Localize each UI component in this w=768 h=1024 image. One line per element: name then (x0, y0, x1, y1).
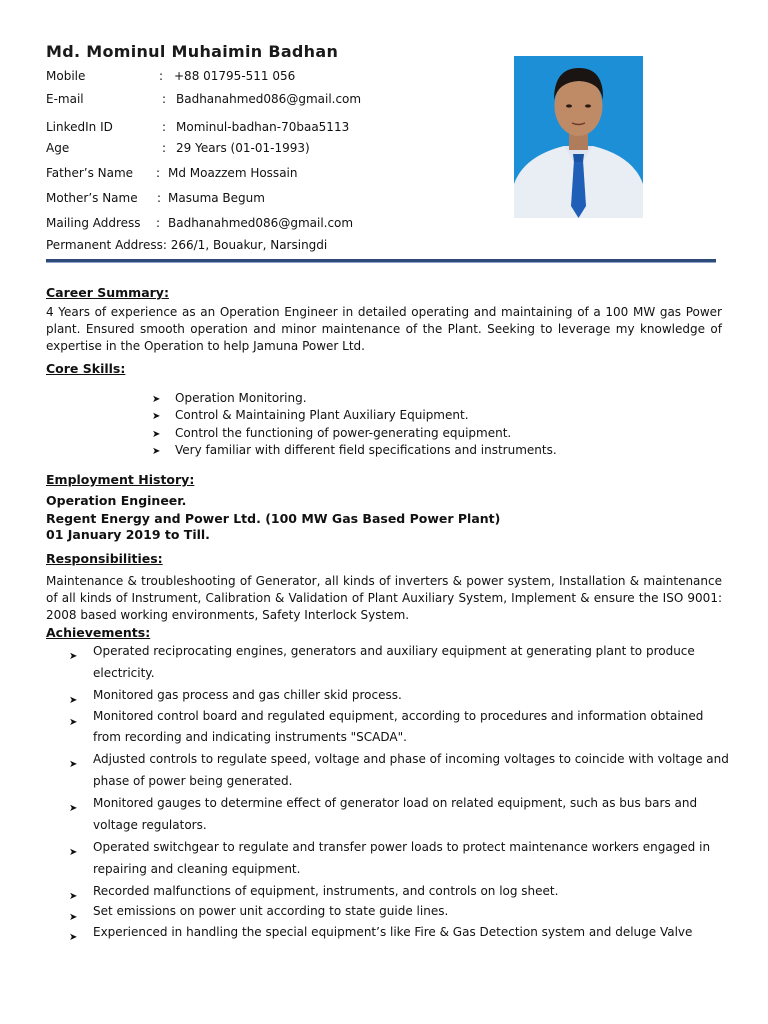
arrow-bullet-icon: ➤ (69, 695, 78, 706)
contact-permanent-address (46, 238, 327, 252)
list-item (152, 407, 557, 424)
job-position: Operation Engineer. (46, 493, 187, 508)
list-item-text: Operation Monitoring. (175, 391, 307, 405)
list-item-text: Monitored gauges to determine effect of generator load on related equipment, such as bus bars and voltage regulators. (93, 796, 698, 832)
list-item (69, 684, 729, 706)
list-item-text: Very familiar with different field specifications and instruments. (175, 442, 557, 457)
arrow-bullet-icon: ➤ (69, 932, 78, 943)
list-item-text: Control the functioning of power-generating equipment. (175, 425, 512, 440)
job-company: Regent Energy and Power Ltd. (100 MW Gas Based Power Plant) (46, 511, 501, 526)
career-summary-text: 4 Years of experience as an Operation Engineer in detailed operating and maintaining of a 100 MW gas Power plant. Ensured smooth operation and minor maintenance of the Plant. Seeking to leverage my knowledge of expertise in the Operation to help Jamuna Power Ltd. (46, 305, 722, 353)
list-item-text: Monitored gas process and gas chiller skid process. (93, 688, 402, 702)
list-item-text: Set emissions on power unit according to state guide lines. (93, 904, 449, 918)
responsibilities-heading: Responsibilities: (46, 551, 163, 566)
achievements-heading: Achievements: (46, 625, 151, 640)
list-item-text: Adjusted controls to regulate speed, voltage and phase of incoming voltages to coincide with voltage and phase of power being generated. (93, 752, 729, 788)
contact-separator: : (157, 191, 162, 205)
contact-separator: : (162, 120, 167, 134)
list-item (152, 390, 557, 407)
contact-separator: : (162, 92, 167, 106)
arrow-bullet-icon: ➤ (69, 717, 78, 728)
contact-mobile (46, 69, 295, 83)
arrow-bullet-icon: ➤ (152, 428, 161, 440)
list-item (152, 425, 557, 442)
contact-value: +88 01795-511 056 (174, 69, 296, 83)
contact-label: E-mail (46, 92, 84, 106)
profile-photo (514, 56, 643, 218)
list-item (152, 442, 557, 459)
contact-linkedin (46, 120, 349, 134)
contact-separator: : (156, 216, 161, 230)
contact-mailing-address (46, 216, 353, 230)
list-item-text: Operated switchgear to regulate and transfer power loads to protect maintenance workers engaged in repairing and cleaning equipment. (93, 840, 711, 876)
arrow-bullet-icon: ➤ (69, 891, 78, 902)
list-item (69, 640, 729, 684)
contact-value: 266/1, Bouakur, Narsingdi (170, 238, 328, 252)
contact-label: Mobile (46, 69, 86, 83)
contact-separator: : (159, 69, 164, 83)
contact-separator: : (162, 141, 167, 155)
contact-value: Masuma Begum (168, 191, 265, 205)
contact-value: 29 Years (01-01-1993) (176, 141, 310, 155)
list-item (69, 902, 729, 921)
contact-label: Father’s Name (46, 166, 134, 180)
arrow-bullet-icon: ➤ (69, 912, 78, 923)
list-item (69, 748, 729, 792)
arrow-bullet-icon: ➤ (152, 411, 161, 423)
arrow-bullet-icon: ➤ (152, 394, 161, 405)
section-divider (46, 259, 716, 263)
responsibilities-text: Maintenance & troubleshooting of Generator, all kinds of inverters & power system, Installation & maintenance of all kinds of Instrument, Calibration & Validation of Plant Auxiliary System, Implement & ensure the ISO 9001: 2008 based working environments, Safety Interlock System. (46, 574, 722, 622)
list-item-text: Recorded malfunctions of equipment, instruments, and controls on log sheet. (93, 884, 559, 898)
core-skills-heading: Core Skills: (46, 361, 126, 376)
list-item-text: Control & Maintaining Plant Auxiliary Equipment. (175, 408, 469, 423)
contact-label: Age (46, 141, 70, 155)
candidate-name: Md. Mominul Muhaimin Badhan (46, 42, 339, 61)
employment-history-heading: Employment History: (46, 472, 195, 487)
contact-value: Badhanahmed086@gmail.com (168, 216, 354, 230)
career-summary-heading: Career Summary: (46, 285, 169, 300)
list-item-text: Operated reciprocating engines, generators and auxiliary equipment at generating plant to produce electricity. (93, 644, 695, 680)
job-period: 01 January 2019 to Till. (46, 527, 210, 542)
list-item (69, 880, 729, 902)
contact-separator: : (156, 166, 161, 180)
arrow-bullet-icon: ➤ (69, 759, 78, 770)
contact-value: Mominul-badhan-70baa5113 (176, 120, 350, 134)
contact-father-name (46, 166, 297, 180)
arrow-bullet-icon: ➤ (69, 803, 78, 814)
contact-email (46, 92, 361, 106)
list-item-text: Monitored control board and regulated equipment, according to procedures and information obtained from recording and indicating instruments "SCADA". (93, 709, 704, 744)
contact-label: Mailing Address (46, 216, 141, 230)
contact-separator: : (162, 238, 167, 252)
core-skills-list (152, 390, 557, 459)
profile-photo-drawing (514, 56, 643, 218)
list-item (69, 921, 729, 943)
arrow-bullet-icon: ➤ (69, 651, 78, 662)
contact-mother-name (46, 191, 265, 205)
contact-value: Badhanahmed086@gmail.com (176, 92, 362, 106)
list-item (69, 706, 729, 748)
contact-label: Permanent Address (46, 238, 163, 252)
list-item (69, 836, 729, 880)
list-item-text: Experienced in handling the special equipment’s like Fire & Gas Detection system and deluge Valve (93, 925, 693, 939)
contact-value: Md Moazzem Hossain (168, 166, 298, 180)
achievements-list (69, 640, 729, 943)
list-item (69, 792, 729, 836)
contact-label: Mother’s Name (46, 191, 138, 205)
contact-label: LinkedIn ID (46, 120, 113, 134)
contact-age (46, 141, 310, 155)
arrow-bullet-icon: ➤ (69, 847, 78, 858)
arrow-bullet-icon: ➤ (152, 445, 161, 457)
